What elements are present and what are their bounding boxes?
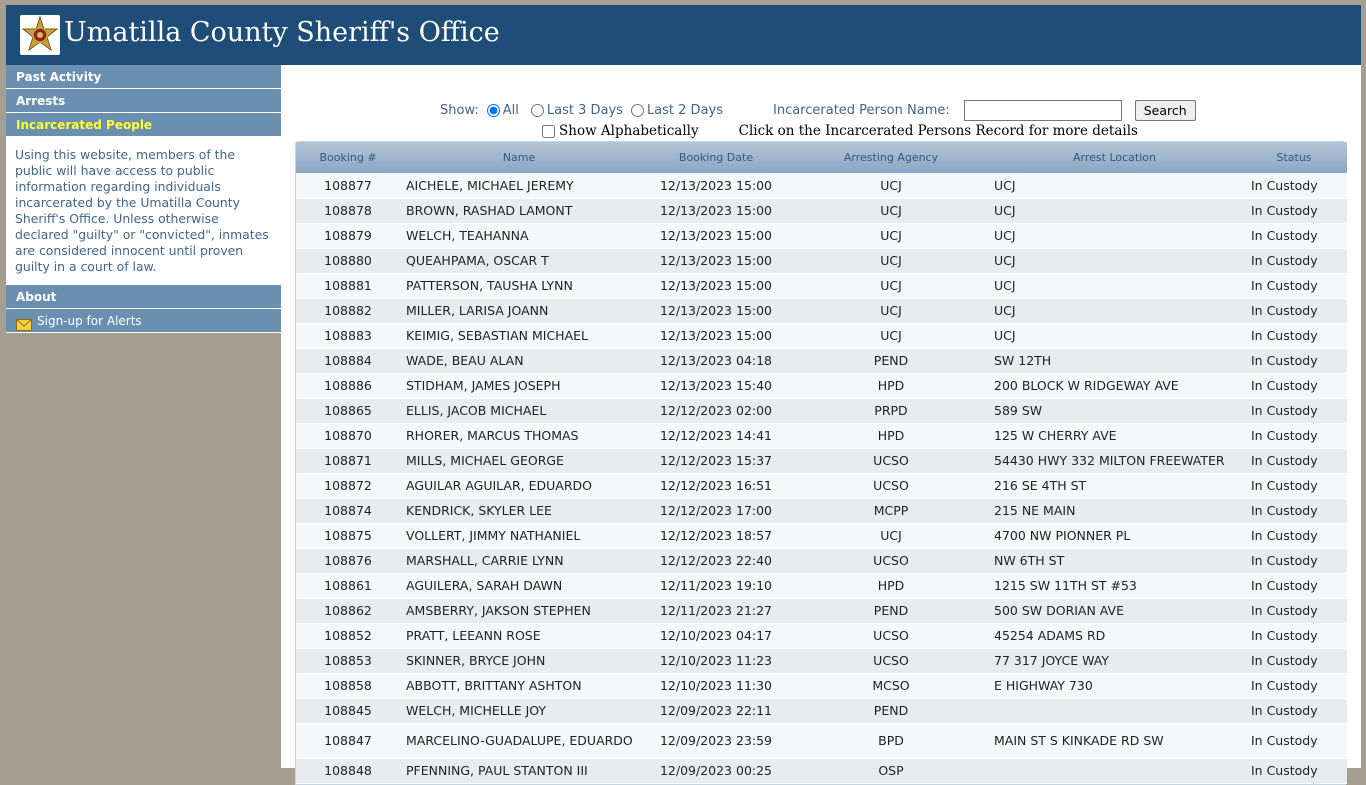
booking-date-cell: 12/10/2023 11:30 [638, 673, 794, 698]
custody-status-cell: In Custody [1241, 523, 1347, 548]
booking-date-cell: 12/12/2023 22:40 [638, 548, 794, 573]
inmate-name-cell: VOLLERT, JIMMY NATHANIEL [400, 523, 638, 548]
inmate-name-cell: KEIMIG, SEBASTIAN MICHAEL [400, 323, 638, 348]
inmate-name-cell: ABBOTT, BRITTANY ASHTON [400, 673, 638, 698]
table-row[interactable] [296, 698, 1347, 723]
custody-status-cell: In Custody [1241, 758, 1347, 783]
inmate-name-cell: SKINNER, BRYCE JOHN [400, 648, 638, 673]
table-row[interactable] [296, 648, 1347, 673]
inmate-name-cell: AGUILERA, SARAH DAWN [400, 573, 638, 598]
booking-date-cell: 12/10/2023 04:17 [638, 623, 794, 648]
radio-all[interactable] [487, 104, 500, 117]
arrest-location-cell: UCJ [988, 273, 1241, 298]
custody-status-cell: In Custody [1241, 348, 1347, 373]
inmate-name-cell: RHORER, MARCUS THOMAS [400, 423, 638, 448]
inmate-name-cell: MILLER, LARISA JOANN [400, 298, 638, 323]
table-row[interactable] [296, 223, 1347, 248]
table-row[interactable] [296, 623, 1347, 648]
column-header-status[interactable]: Status [1241, 142, 1347, 173]
custody-status-cell: In Custody [1241, 423, 1347, 448]
arrest-location-cell: 215 NE MAIN [988, 498, 1241, 523]
arresting-agency-cell: PEND [794, 348, 988, 373]
booking-number-cell: 108882 [296, 298, 400, 323]
show-alphabetically-option[interactable] [542, 123, 699, 139]
table-row[interactable] [296, 523, 1347, 548]
table-row[interactable] [296, 423, 1347, 448]
arresting-agency-cell: UCJ [794, 248, 988, 273]
custody-status-cell: In Custody [1241, 448, 1347, 473]
booking-number-cell: 108875 [296, 523, 400, 548]
arresting-agency-cell: UCJ [794, 198, 988, 223]
table-row[interactable] [296, 548, 1347, 573]
arresting-agency-cell: UCJ [794, 523, 988, 548]
sidebar-item-arrests[interactable]: Arrests [6, 89, 281, 113]
booking-number-cell: 108876 [296, 548, 400, 573]
booking-number-cell: 108848 [296, 758, 400, 783]
booking-number-cell: 108881 [296, 273, 400, 298]
booking-date-cell: 12/12/2023 14:41 [638, 423, 794, 448]
sidebar-item-incarcerated-people[interactable]: Incarcerated People [6, 113, 281, 137]
table-row[interactable] [296, 448, 1347, 473]
arresting-agency-cell: UCJ [794, 323, 988, 348]
arresting-agency-cell: UCJ [794, 223, 988, 248]
arrest-location-cell: NW 6TH ST [988, 548, 1241, 573]
booking-number-cell: 108883 [296, 323, 400, 348]
arresting-agency-cell: HPD [794, 373, 988, 398]
custody-status-cell: In Custody [1241, 723, 1347, 758]
arrest-location-cell: MAIN ST S KINKADE RD SW [988, 723, 1241, 758]
arresting-agency-cell: PEND [794, 698, 988, 723]
booking-date-cell: 12/12/2023 16:51 [638, 473, 794, 498]
show-alphabetically-label: Show Alphabetically [559, 123, 699, 139]
booking-date-cell: 12/13/2023 15:00 [638, 223, 794, 248]
radio-all-option[interactable] [487, 103, 519, 118]
arresting-agency-cell: HPD [794, 573, 988, 598]
arrest-location-cell: 125 W CHERRY AVE [988, 423, 1241, 448]
arrest-location-cell [988, 698, 1241, 723]
booking-date-cell: 12/13/2023 15:00 [638, 173, 794, 198]
arresting-agency-cell: UCJ [794, 298, 988, 323]
inmate-name-cell: MARCELINO-GUADALUPE, EDUARDO [400, 723, 638, 758]
booking-date-cell: 12/09/2023 22:11 [638, 698, 794, 723]
booking-date-cell: 12/13/2023 15:00 [638, 198, 794, 223]
custody-status-cell: In Custody [1241, 473, 1347, 498]
booking-date-cell: 12/13/2023 15:00 [638, 298, 794, 323]
inmate-name-cell: MILLS, MICHAEL GEORGE [400, 448, 638, 473]
sidebar-info-text: Using this website, members of the public will have access to public information regarding individuals incarcerated by the Umatilla County Sheriff's Office. Unless otherwise declared "guilty" or "convicted", inmates are considered innocent until proven guilty in a court of law. [6, 137, 281, 285]
arresting-agency-cell: UCSO [794, 448, 988, 473]
booking-number-cell: 108872 [296, 473, 400, 498]
arrest-location-cell: 500 SW DORIAN AVE [988, 598, 1241, 623]
arrest-location-cell: UCJ [988, 223, 1241, 248]
table-row[interactable] [296, 373, 1347, 398]
arrest-location-cell: E HIGHWAY 730 [988, 673, 1241, 698]
table-row[interactable] [296, 273, 1347, 298]
booking-date-cell: 12/11/2023 19:10 [638, 573, 794, 598]
arrest-location-cell: UCJ [988, 323, 1241, 348]
sidebar [6, 65, 281, 333]
site-header [6, 5, 1361, 65]
custody-status-cell: In Custody [1241, 198, 1347, 223]
custody-status-cell: In Custody [1241, 398, 1347, 423]
custody-status-cell: In Custody [1241, 298, 1347, 323]
arresting-agency-cell: UCSO [794, 623, 988, 648]
booking-date-cell: 12/12/2023 18:57 [638, 523, 794, 548]
table-row[interactable] [296, 298, 1347, 323]
filter-controls [440, 99, 1196, 121]
arrest-location-cell: 200 BLOCK W RIDGEWAY AVE [988, 373, 1241, 398]
booking-number-cell: 108870 [296, 423, 400, 448]
booking-date-cell: 12/09/2023 23:59 [638, 723, 794, 758]
table-row[interactable] [296, 573, 1347, 598]
arresting-agency-cell: UCJ [794, 273, 988, 298]
custody-status-cell: In Custody [1241, 648, 1347, 673]
booking-number-cell: 108858 [296, 673, 400, 698]
site-title[interactable]: Umatilla County Sheriff's Office [64, 17, 500, 48]
inmate-name-cell: STIDHAM, JAMES JOSEPH [400, 373, 638, 398]
inmate-name-cell: AMSBERRY, JAKSON STEPHEN [400, 598, 638, 623]
booking-date-cell: 12/13/2023 15:00 [638, 273, 794, 298]
arrest-location-cell [988, 758, 1241, 783]
inmate-name-cell: ELLIS, JACOB MICHAEL [400, 398, 638, 423]
sidebar-item-about[interactable]: About [6, 285, 281, 309]
column-header-name[interactable]: Name [400, 142, 638, 173]
table-row[interactable] [296, 198, 1347, 223]
show-alphabetically-checkbox[interactable] [542, 125, 555, 138]
arresting-agency-cell: PRPD [794, 398, 988, 423]
booking-number-cell: 108880 [296, 248, 400, 273]
custody-status-cell: In Custody [1241, 598, 1347, 623]
booking-number-cell: 108862 [296, 598, 400, 623]
inmate-name-cell: WELCH, MICHELLE JOY [400, 698, 638, 723]
inmate-name-cell: KENDRICK, SKYLER LEE [400, 498, 638, 523]
booking-number-cell: 108878 [296, 198, 400, 223]
booking-date-cell: 12/13/2023 15:00 [638, 248, 794, 273]
booking-number-cell: 108853 [296, 648, 400, 673]
radio-last-3-days-option[interactable] [531, 103, 623, 118]
custody-status-cell: In Custody [1241, 373, 1347, 398]
booking-date-cell: 12/12/2023 17:00 [638, 498, 794, 523]
booking-number-cell: 108877 [296, 173, 400, 198]
booking-number-cell: 108865 [296, 398, 400, 423]
booking-number-cell: 108886 [296, 373, 400, 398]
arrest-location-cell: 4700 NW PIONNER PL [988, 523, 1241, 548]
details-hint: Click on the Incarcerated Persons Record for more details [738, 123, 1138, 139]
custody-status-cell: In Custody [1241, 223, 1347, 248]
booking-date-cell: 12/13/2023 15:00 [638, 323, 794, 348]
search-button[interactable]: Search [1135, 100, 1196, 121]
inmate-name-cell: MARSHALL, CARRIE LYNN [400, 548, 638, 573]
radio-all-label: All [502, 102, 519, 118]
booking-number-cell: 108884 [296, 348, 400, 373]
arrest-location-cell: 589 SW [988, 398, 1241, 423]
table-row[interactable] [296, 723, 1347, 758]
custody-status-cell: In Custody [1241, 548, 1347, 573]
table-header-row [296, 142, 1347, 173]
inmate-name-cell: QUEAHPAMA, OSCAR T [400, 248, 638, 273]
name-search-input[interactable] [964, 100, 1122, 121]
name-search-label: Incarcerated Person Name: [773, 102, 950, 118]
custody-status-cell: In Custody [1241, 673, 1347, 698]
table-row[interactable] [296, 398, 1347, 423]
arrest-location-cell: 45254 ADAMS RD [988, 623, 1241, 648]
booking-date-cell: 12/11/2023 21:27 [638, 598, 794, 623]
table-row[interactable] [296, 498, 1347, 523]
arresting-agency-cell: UCSO [794, 473, 988, 498]
arresting-agency-cell: HPD [794, 423, 988, 448]
custody-status-cell: In Custody [1241, 273, 1347, 298]
custody-status-cell: In Custody [1241, 623, 1347, 648]
booking-date-cell: 12/10/2023 11:23 [638, 648, 794, 673]
arresting-agency-cell: PEND [794, 598, 988, 623]
arresting-agency-cell: OSP [794, 758, 988, 783]
inmate-name-cell: WELCH, TEAHANNA [400, 223, 638, 248]
column-header-booking-date[interactable]: Booking Date [638, 142, 794, 173]
table-row[interactable] [296, 348, 1347, 373]
booking-date-cell: 12/13/2023 15:40 [638, 373, 794, 398]
arresting-agency-cell: MCPP [794, 498, 988, 523]
arrest-location-cell: 216 SE 4TH ST [988, 473, 1241, 498]
table-row[interactable] [296, 173, 1347, 198]
booking-number-cell: 108845 [296, 698, 400, 723]
show-label: Show: [440, 102, 479, 118]
radio-last-2-days-option[interactable] [631, 103, 723, 118]
booking-date-cell: 12/12/2023 02:00 [638, 398, 794, 423]
main-content [281, 65, 1361, 778]
arrest-location-cell: 77 317 JOYCE WAY [988, 648, 1241, 673]
inmate-name-cell: PRATT, LEEANN ROSE [400, 623, 638, 648]
booking-number-cell: 108847 [296, 723, 400, 758]
alerts-label: Sign-up for Alerts [37, 313, 142, 328]
radio-last-2-days-label: Last 2 Days [646, 102, 723, 118]
sheriff-star-logo[interactable] [20, 15, 60, 55]
custody-status-cell: In Custody [1241, 573, 1347, 598]
custody-status-cell: In Custody [1241, 698, 1347, 723]
booking-number-cell: 108861 [296, 573, 400, 598]
inmate-name-cell: PFENNING, PAUL STANTON III [400, 758, 638, 783]
table-row[interactable] [296, 323, 1347, 348]
arrest-location-cell: UCJ [988, 248, 1241, 273]
options-row [542, 122, 1138, 140]
custody-status-cell: In Custody [1241, 323, 1347, 348]
inmate-name-cell: AGUILAR AGUILAR, EDUARDO [400, 473, 638, 498]
arresting-agency-cell: MCSO [794, 673, 988, 698]
column-header-arrest-location[interactable]: Arrest Location [988, 142, 1241, 173]
booking-number-cell: 108871 [296, 448, 400, 473]
envelope-icon [16, 315, 32, 327]
booking-date-cell: 12/09/2023 00:25 [638, 758, 794, 783]
table-row[interactable] [296, 673, 1347, 698]
column-header-arresting-agency[interactable]: Arresting Agency [794, 142, 988, 173]
booking-number-cell: 108852 [296, 623, 400, 648]
inmates-table [296, 142, 1347, 784]
inmate-name-cell: BROWN, RASHAD LAMONT [400, 198, 638, 223]
table-row[interactable] [296, 473, 1347, 498]
arrest-location-cell: 1215 SW 11TH ST #53 [988, 573, 1241, 598]
table-row[interactable] [296, 758, 1347, 783]
custody-status-cell: In Custody [1241, 173, 1347, 198]
inmate-name-cell: PATTERSON, TAUSHA LYNN [400, 273, 638, 298]
table-row[interactable] [296, 598, 1347, 623]
arrest-location-cell: UCJ [988, 298, 1241, 323]
arrest-location-cell: 54430 HWY 332 MILTON FREEWATER [988, 448, 1241, 473]
arrest-location-cell: UCJ [988, 198, 1241, 223]
radio-last-3-days[interactable] [531, 104, 544, 117]
booking-number-cell: 108879 [296, 223, 400, 248]
arresting-agency-cell: UCSO [794, 548, 988, 573]
inmates-table-container [295, 141, 1346, 785]
custody-status-cell: In Custody [1241, 498, 1347, 523]
arresting-agency-cell: UCJ [794, 173, 988, 198]
column-header-booking[interactable]: Booking # [296, 142, 400, 173]
table-row[interactable] [296, 248, 1347, 273]
radio-last-2-days[interactable] [631, 104, 644, 117]
booking-date-cell: 12/13/2023 04:18 [638, 348, 794, 373]
sidebar-item-alerts[interactable] [6, 309, 281, 333]
arrest-location-cell: SW 12TH [988, 348, 1241, 373]
custody-status-cell: In Custody [1241, 248, 1347, 273]
arresting-agency-cell: BPD [794, 723, 988, 758]
radio-last-3-days-label: Last 3 Days [546, 102, 623, 118]
booking-number-cell: 108874 [296, 498, 400, 523]
arresting-agency-cell: UCSO [794, 648, 988, 673]
arrest-location-cell: UCJ [988, 173, 1241, 198]
inmate-name-cell: AICHELE, MICHAEL JEREMY [400, 173, 638, 198]
inmate-name-cell: WADE, BEAU ALAN [400, 348, 638, 373]
booking-date-cell: 12/12/2023 15:37 [638, 448, 794, 473]
sidebar-item-past-activity[interactable]: Past Activity [6, 65, 281, 89]
